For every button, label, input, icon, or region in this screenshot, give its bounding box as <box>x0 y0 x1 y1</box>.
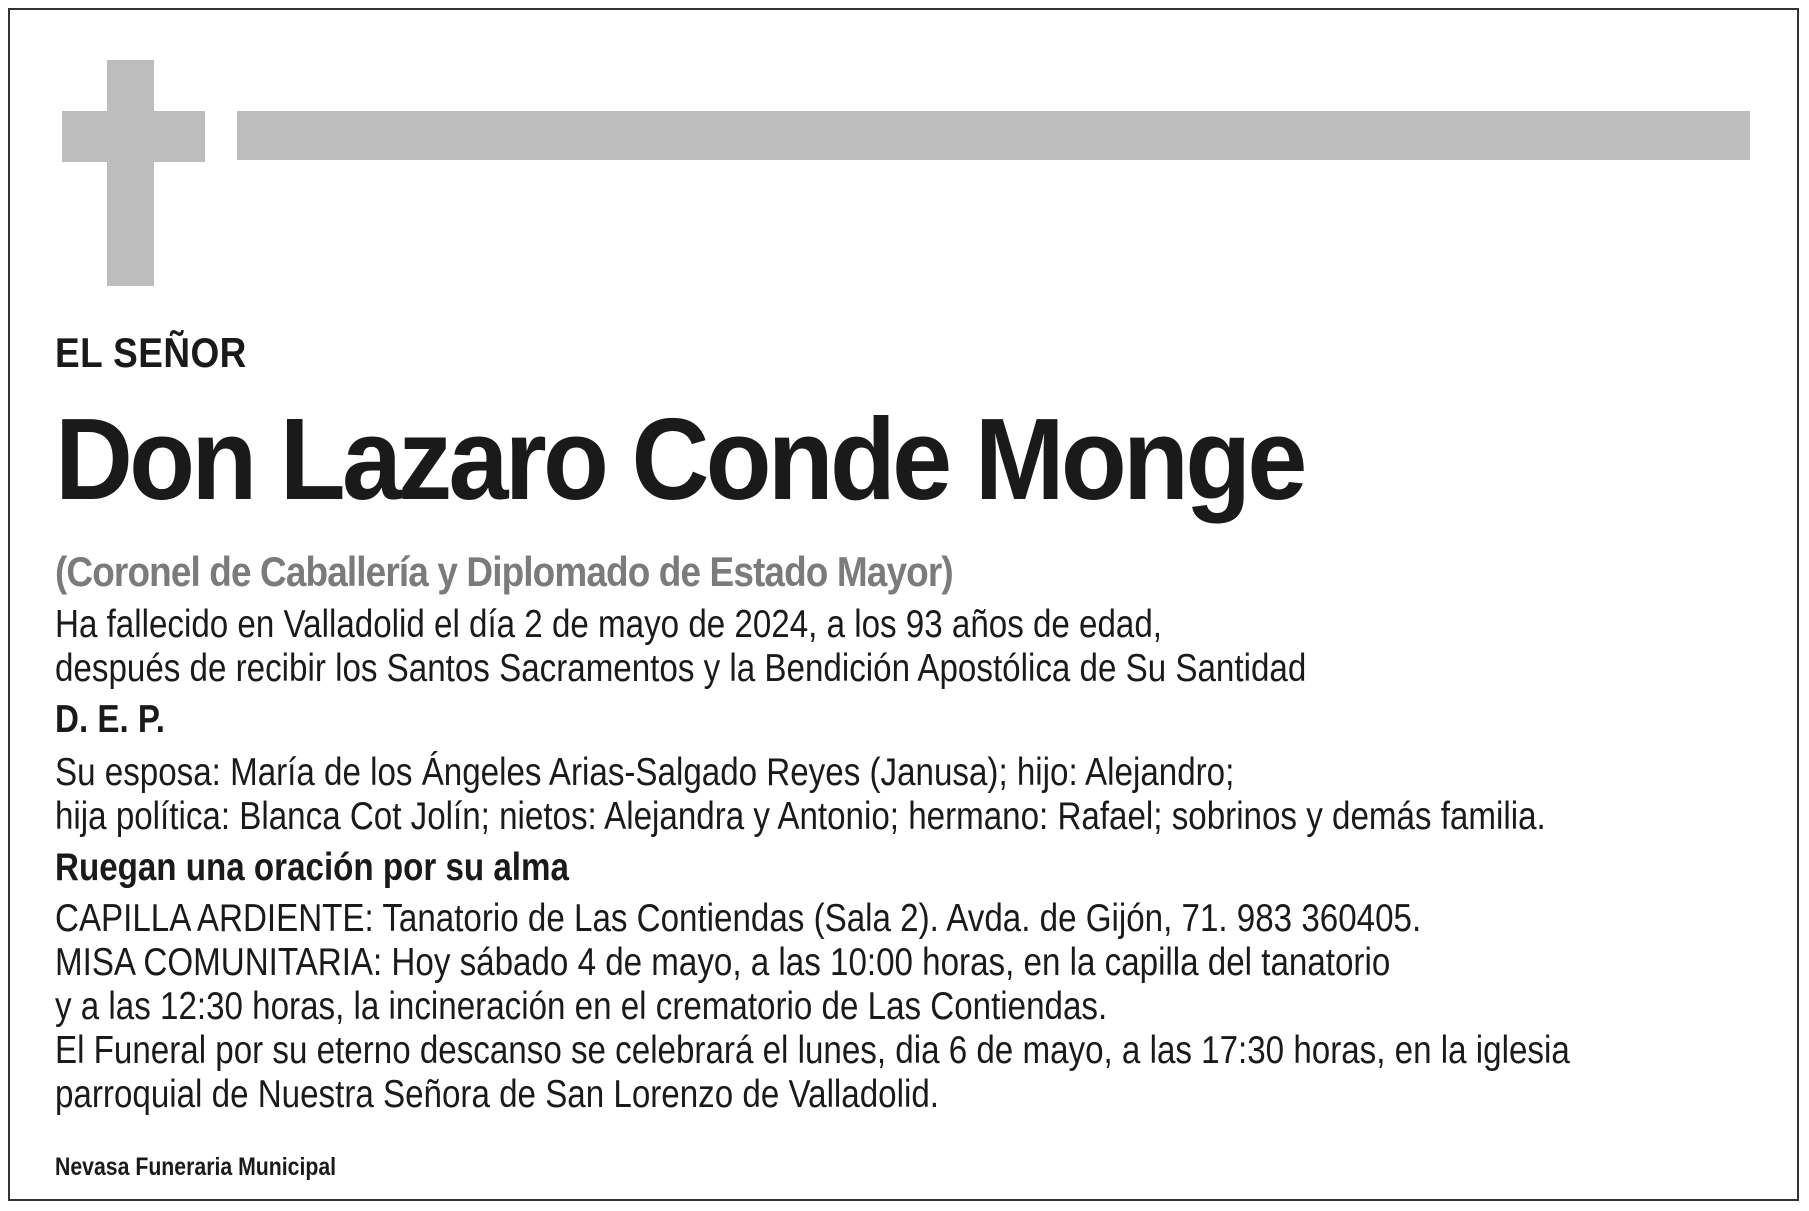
notice-body <box>55 325 1775 1117</box>
service-line: CAPILLA ARDIENTE: Tanatorio de Las Contiendas (Sala 2). Avda. de Gijón, 71. 983 360405. <box>55 897 1422 940</box>
cross-horizontal-beam <box>62 111 205 162</box>
death-line: Ha fallecido en Valladolid el día 2 de mayo de 2024, a los 93 años de edad, <box>55 603 1163 646</box>
service-line: parroquial de Nuestra Señora de San Lorenzo de Valladolid. <box>55 1073 939 1116</box>
prayer-request: Ruegan una oración por su alma <box>55 846 569 889</box>
service-line: y a las 12:30 horas, la incineración en el crematorio de Las Contiendas. <box>55 985 1108 1028</box>
family-line: Su esposa: María de los Ángeles Arias-Salgado Reyes (Janusa); hijo: Alejandro; <box>55 751 1235 794</box>
service-line: MISA COMUNITARIA: Hoy sábado 4 de mayo, a las 10:00 horas, en la capilla del tanatorio <box>55 941 1391 984</box>
military-rank: (Coronel de Caballería y Diplomado de Estado Mayor) <box>55 548 953 595</box>
death-announcement <box>55 603 1517 691</box>
service-line: El Funeral por su eterno descanso se celebrará el lunes, dia 6 de mayo, a las 17:30 horas, en la iglesia <box>55 1029 1570 1072</box>
service-details <box>55 897 1570 1117</box>
header-rule <box>237 111 1750 160</box>
rip-abbreviation: D. E. P. <box>55 698 165 741</box>
deceased-name: Don Lazaro Conde Monge <box>55 394 1304 524</box>
funeral-home-credit: Nevasa Funeraria Municipal <box>55 1153 337 1181</box>
cross-vertical-beam <box>107 60 154 286</box>
title-label: EL SEÑOR <box>55 329 247 376</box>
family-list <box>55 751 1546 839</box>
death-line: después de recibir los Santos Sacramentos y la Bendición Apostólica de Su Santidad <box>55 647 1307 690</box>
family-line: hija política: Blanca Cot Jolín; nietos: Alejandra y Antonio; hermano: Rafael; sobrinos y demás familia. <box>55 795 1546 838</box>
